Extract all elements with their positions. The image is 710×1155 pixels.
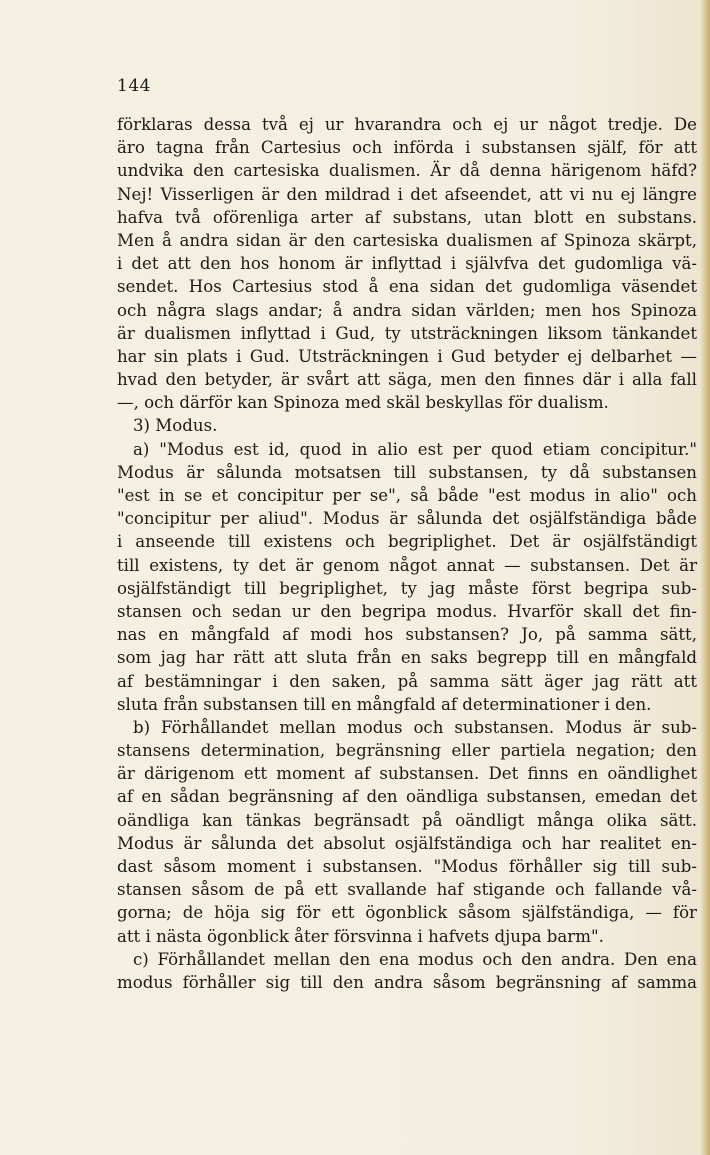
text-line: Modus är sålunda motsatsen till substansen, ty då substansen <box>117 462 697 482</box>
text-line: Modus är sålunda det absolut osjälfständiga och har realitet en- <box>117 833 697 853</box>
text-line: sendet. Hos Cartesius stod å ena sidan det gudomliga väsendet <box>117 277 697 297</box>
text-line: modus förhåller sig till den andra såsom begränsning af samma <box>117 972 697 992</box>
text-line: oändliga kan tänkas begränsadt på oändligt många olika sätt. <box>117 810 697 830</box>
text-line: "concipitur per aliud". Modus är sålunda det osjälfständiga både <box>117 509 697 529</box>
text-line: hvad den betyder, är svårt att säga, men den finnes där i alla fall <box>117 370 697 390</box>
text-line: Nej! Visserligen är den mildrad i det afseendet, att vi nu ej längre <box>117 184 697 204</box>
text-line: c) Förhållandet mellan den ena modus och den andra. Den ena <box>133 949 697 969</box>
text-line: stansens determination, begränsning eller partiela negation; den <box>117 741 697 761</box>
text-line: Men å andra sidan är den cartesiska dualismen af Spinoza skärpt, <box>117 230 697 250</box>
text-line: af en sådan begränsning af den oändliga substansen, emedan det <box>117 787 697 807</box>
text-line: sluta från substansen till en mångfald af determinationer i den. <box>117 694 652 714</box>
text-line: stansen såsom de på ett svallande haf stigande och fallande vå- <box>117 880 697 900</box>
page-edge <box>700 0 710 1155</box>
text-line: hafva två oförenliga arter af substans, utan blott en substans. <box>117 207 697 227</box>
text-line: —, och därför kan Spinoza med skäl beskyllas för dualism. <box>117 393 609 413</box>
body-text <box>117 113 697 994</box>
text-line: att i nästa ögonblick åter försvinna i hafvets djupa barm". <box>117 926 604 946</box>
text-line: äro tagna från Cartesius och införda i substansen själf, för att <box>117 138 697 158</box>
text-line: förklaras dessa två ej ur hvarandra och ej ur något tredje. De <box>117 115 697 134</box>
text-line: och några slags andar; å andra sidan världen; men hos Spinoza <box>117 300 697 320</box>
text-line: 3) Modus. <box>133 416 218 436</box>
text-line: som jag har rätt att sluta från en saks begrepp till en mångfald <box>117 648 697 668</box>
text-line: i anseende till existens och begriplighet. Det är osjälfständigt <box>117 532 697 552</box>
text-line: har sin plats i Gud. Utsträckningen i Gud betyder ej delbarhet — <box>117 346 697 366</box>
text-line: i det att den hos honom är inflyttad i självfva det gudomliga vä- <box>117 254 697 274</box>
text-line: af bestämningar i den saken, på samma sätt äger jag rätt att <box>117 671 697 691</box>
text-line: "est in se et concipitur per se", så både "est modus in alio" och <box>117 486 697 505</box>
text-line: a) "Modus est id, quod in alio est per quod etiam concipitur." <box>133 439 697 459</box>
text-line: är därigenom ett moment af substansen. Det finns en oändlighet <box>117 764 697 784</box>
text-line: är dualismen inflyttad i Gud, ty utsträckningen liksom tänkandet <box>117 323 697 343</box>
text-line: b) Förhållandet mellan modus och substansen. Modus är sub- <box>133 717 697 737</box>
text-line: dast såsom moment i substansen. "Modus förhåller sig till sub- <box>117 857 697 876</box>
text-line: till existens, ty det är genom något annat — substansen. Det är <box>117 555 697 575</box>
text-line: osjälfständigt till begriplighet, ty jag måste först begripa sub- <box>117 578 697 598</box>
text-line: gorna; de höja sig för ett ögonblick såsom själfständiga, — för <box>117 903 697 923</box>
text-line: undvika den cartesiska dualismen. Är då denna härigenom häfd? <box>117 161 697 181</box>
text-line: nas en mångfald af modi hos substansen? Jo, på samma sätt, <box>117 625 697 645</box>
text-line: stansen och sedan ur den begripa modus. Hvarför skall det fin- <box>117 601 697 621</box>
page-number: 144 <box>117 76 151 96</box>
